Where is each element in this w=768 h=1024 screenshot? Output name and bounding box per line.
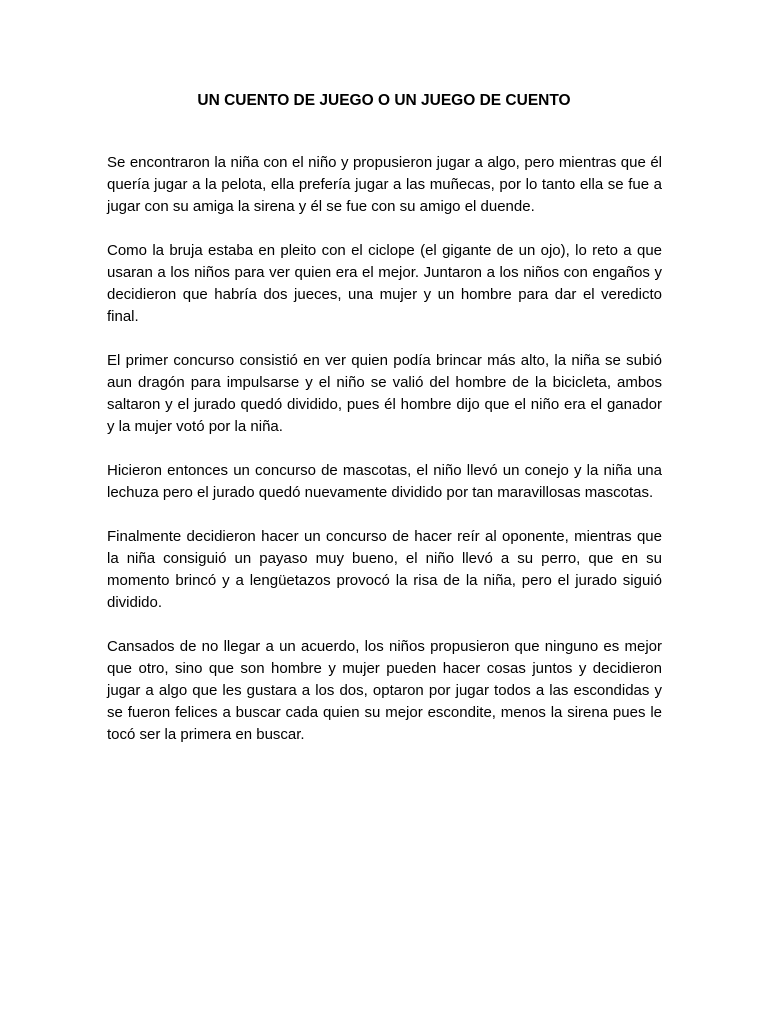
paragraph-6: Cansados de no llegar a un acuerdo, los niños propusieron que ninguno es mejor que otro, sino que son hombre y mujer pueden hacer cosas juntos y decidieron jugar a algo que les gustara a los dos, optaron por jugar todos a las escondidas y se fueron felices a buscar cada quien su mejor escondite, menos la sirena pues le tocó ser la primera en buscar. [107, 638, 662, 743]
document-body [107, 152, 662, 768]
document-title: UN CUENTO DE JUEGO O UN JUEGO DE CUENTO [197, 92, 571, 109]
paragraph-4: Hicieron entonces un concurso de mascotas, el niño llevó un conejo y la niña una lechuza pero el jurado quedó nuevamente dividido por tan maravillosas mascotas. [107, 462, 662, 501]
paragraph-3: El primer concurso consistió en ver quien podía brincar más alto, la niña se subió aun dragón para impulsarse y el niño se valió del hombre de la bicicleta, ambos saltaron y el jurado quedó dividido, pues él hombre dijo que el niño era el ganador y la mujer votó por la niña. [107, 352, 662, 435]
paragraph-2: Como la bruja estaba en pleito con el ciclope (el gigante de un ojo), lo reto a que usaran a los niños para ver quien era el mejor. Juntaron a los niños con engaños y decidieron que habría dos jueces, una mujer y un hombre para dar el veredicto final. [107, 242, 662, 325]
paragraph-5: Finalmente decidieron hacer un concurso de hacer reír al oponente, mientras que la niña consiguió un payaso muy bueno, el niño llevó a su perro, que en su momento brincó y a lengüetazos provocó la risa de la niña, pero el jurado siguió dividido. [107, 528, 662, 611]
paragraph-1: Se encontraron la niña con el niño y propusieron jugar a algo, pero mientras que él quería jugar a la pelota, ella prefería jugar a las muñecas, por lo tanto ella se fue a jugar con su amiga la sirena y él se fue con su amigo el duende. [107, 154, 662, 215]
